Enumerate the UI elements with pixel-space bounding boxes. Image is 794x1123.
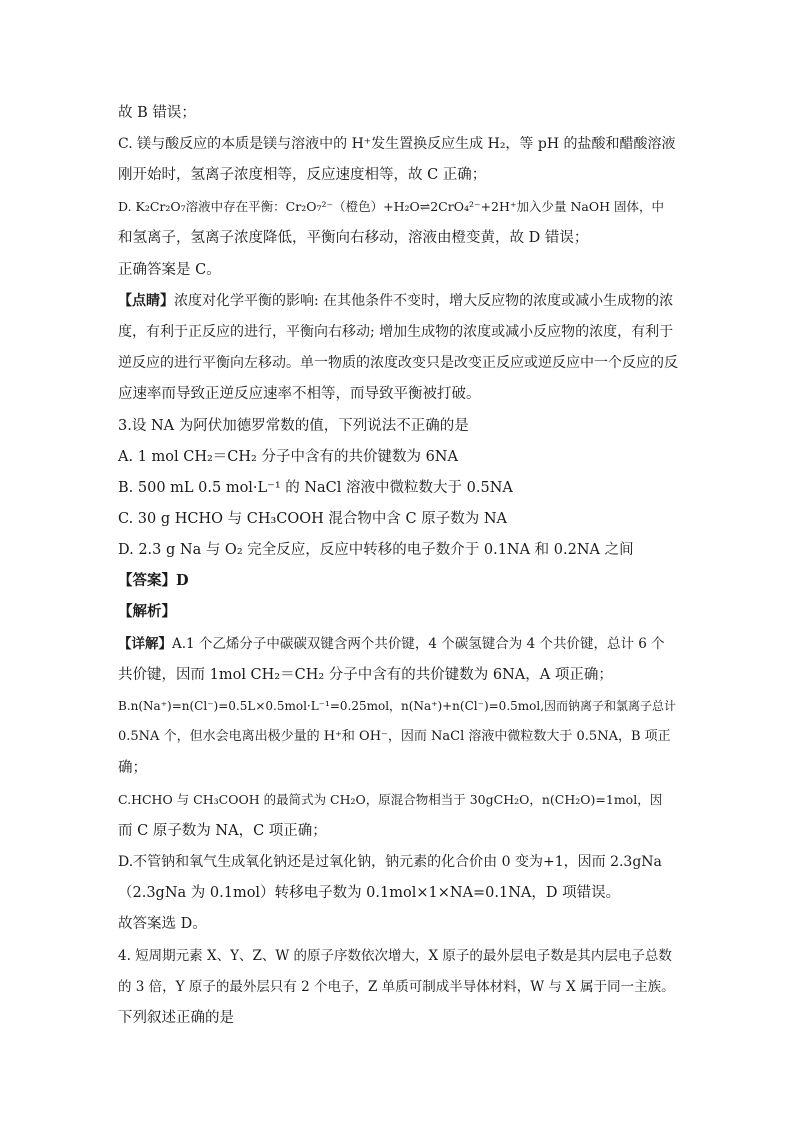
- text-line: 正确答案是 C。: [118, 262, 221, 278]
- answer-tag: 【答案】D: [118, 572, 189, 589]
- section-tag: 【点睛】: [118, 293, 174, 309]
- text-segment: A.1 个乙烯分子中碳碳双键含两个共价键，4 个碳氢键合为 4 个共价键，总计 6 个: [172, 636, 665, 652]
- question-stem: 4. 短周期元素 X、Y、Z、W 的原子序数依次增大，X 原子的最外层电子数是其内层电子总数: [118, 948, 672, 964]
- question-stem: 3.设 NA 为阿伏加德罗常数的值，下列说法不正确的是: [118, 418, 469, 434]
- text-line: 逆反应的进行平衡向左移动。单一物质的浓度改变只是改变正反应或逆反应中一个反应的反: [118, 355, 678, 371]
- section-tag: 【详解】: [118, 636, 172, 652]
- text-line: [118, 634, 678, 654]
- text-line: C. 镁与酸反应的本质是镁与溶液中的 H⁺发生置换反应生成 H₂，等 pH 的盐酸和醋酸溶液: [118, 136, 676, 152]
- text-line: 故答案选 D。: [118, 916, 207, 932]
- analysis-tag: 【解析】: [118, 603, 176, 620]
- text-line: （2.3gNa 为 0.1mol）转移电子数为 0.1mol×1×NA=0.1NA，D 项错误。: [118, 885, 621, 901]
- text-line: D.不管钠和氧气生成氧化钠还是过氧化钠，钠元素的化合价由 0 变为+1，因而 2.3gNa: [118, 854, 662, 870]
- text-line: D. K₂Cr₂O₇溶液中存在平衡：Cr₂O₇²⁻（橙色）+H₂O⇌2CrO₄²⁻+2H⁺加入少量 NaOH 固体，中: [118, 199, 664, 214]
- text-line: B.n(Na⁺)=n(Cl⁻)=0.5L×0.5mol·L⁻¹=0.25mol，n(Na⁺)+n(Cl⁻)=0.5mol,因而钠离子和氯离子总计: [118, 699, 677, 713]
- text-line: 的 3 倍，Y 原子的最外层只有 2 个电子，Z 单质可制成半导体材料，W 与 X 属于同一主族。: [118, 979, 675, 995]
- text-line: C.HCHO 与 CH₃COOH 的最简式为 CH₂O，原混合物相当于 30gCH₂O，n(CH₂O)=1mol，因: [118, 792, 663, 807]
- option-b: B. 500 mL 0.5 mol·L⁻¹ 的 NaCl 溶液中微粒数大于 0.5NA: [118, 480, 513, 496]
- text-line: 0.5NA 个，但水会电离出极少量的 H⁺和 OH⁻，因而 NaCl 溶液中微粒数大于 0.5NA，B 项正: [118, 729, 671, 744]
- text-line: 应速率而导致正逆反应速率不相等，而导致平衡被打破。: [118, 386, 481, 402]
- text-line: 确；: [118, 760, 147, 776]
- text-line: 下列叙述正确的是: [118, 1010, 234, 1026]
- option-c: C. 30 g HCHO 与 CH₃COOH 混合物中含 C 原子数为 NA: [118, 511, 507, 527]
- text-line: 共价键，因而 1mol CH₂＝CH₂ 分子中含有的共价键数为 6NA，A 项正确；: [118, 667, 613, 683]
- option-a: A. 1 mol CH₂＝CH₂ 分子中含有的共价键数为 6NA: [118, 449, 458, 465]
- text-line: 和氢离子，氢离子浓度降低，平衡向右移动，溶液由橙变黄，故 D 错误；: [118, 230, 589, 246]
- text-line: 度，有利于正反应的进行，平衡向右移动; 增加生成物的浓度或减小反应物的浓度，有利于: [118, 324, 674, 340]
- text-line: 而 C 原子数为 NA，C 项正确；: [118, 823, 327, 839]
- text-segment: 浓度对化学平衡的影响: 在其他条件不变时，增大反应物的浓度或减小生成物的浓: [174, 293, 674, 309]
- text-line: 刚开始时，氢离子浓度相等，反应速度相等，故 C 正确；: [118, 167, 487, 183]
- option-d: D. 2.3 g Na 与 O₂ 完全反应，反应中转移的电子数介于 0.1NA 和 0.2NA 之间: [118, 542, 634, 558]
- text-line: [118, 291, 678, 311]
- text-line: 故 B 错误；: [118, 105, 196, 121]
